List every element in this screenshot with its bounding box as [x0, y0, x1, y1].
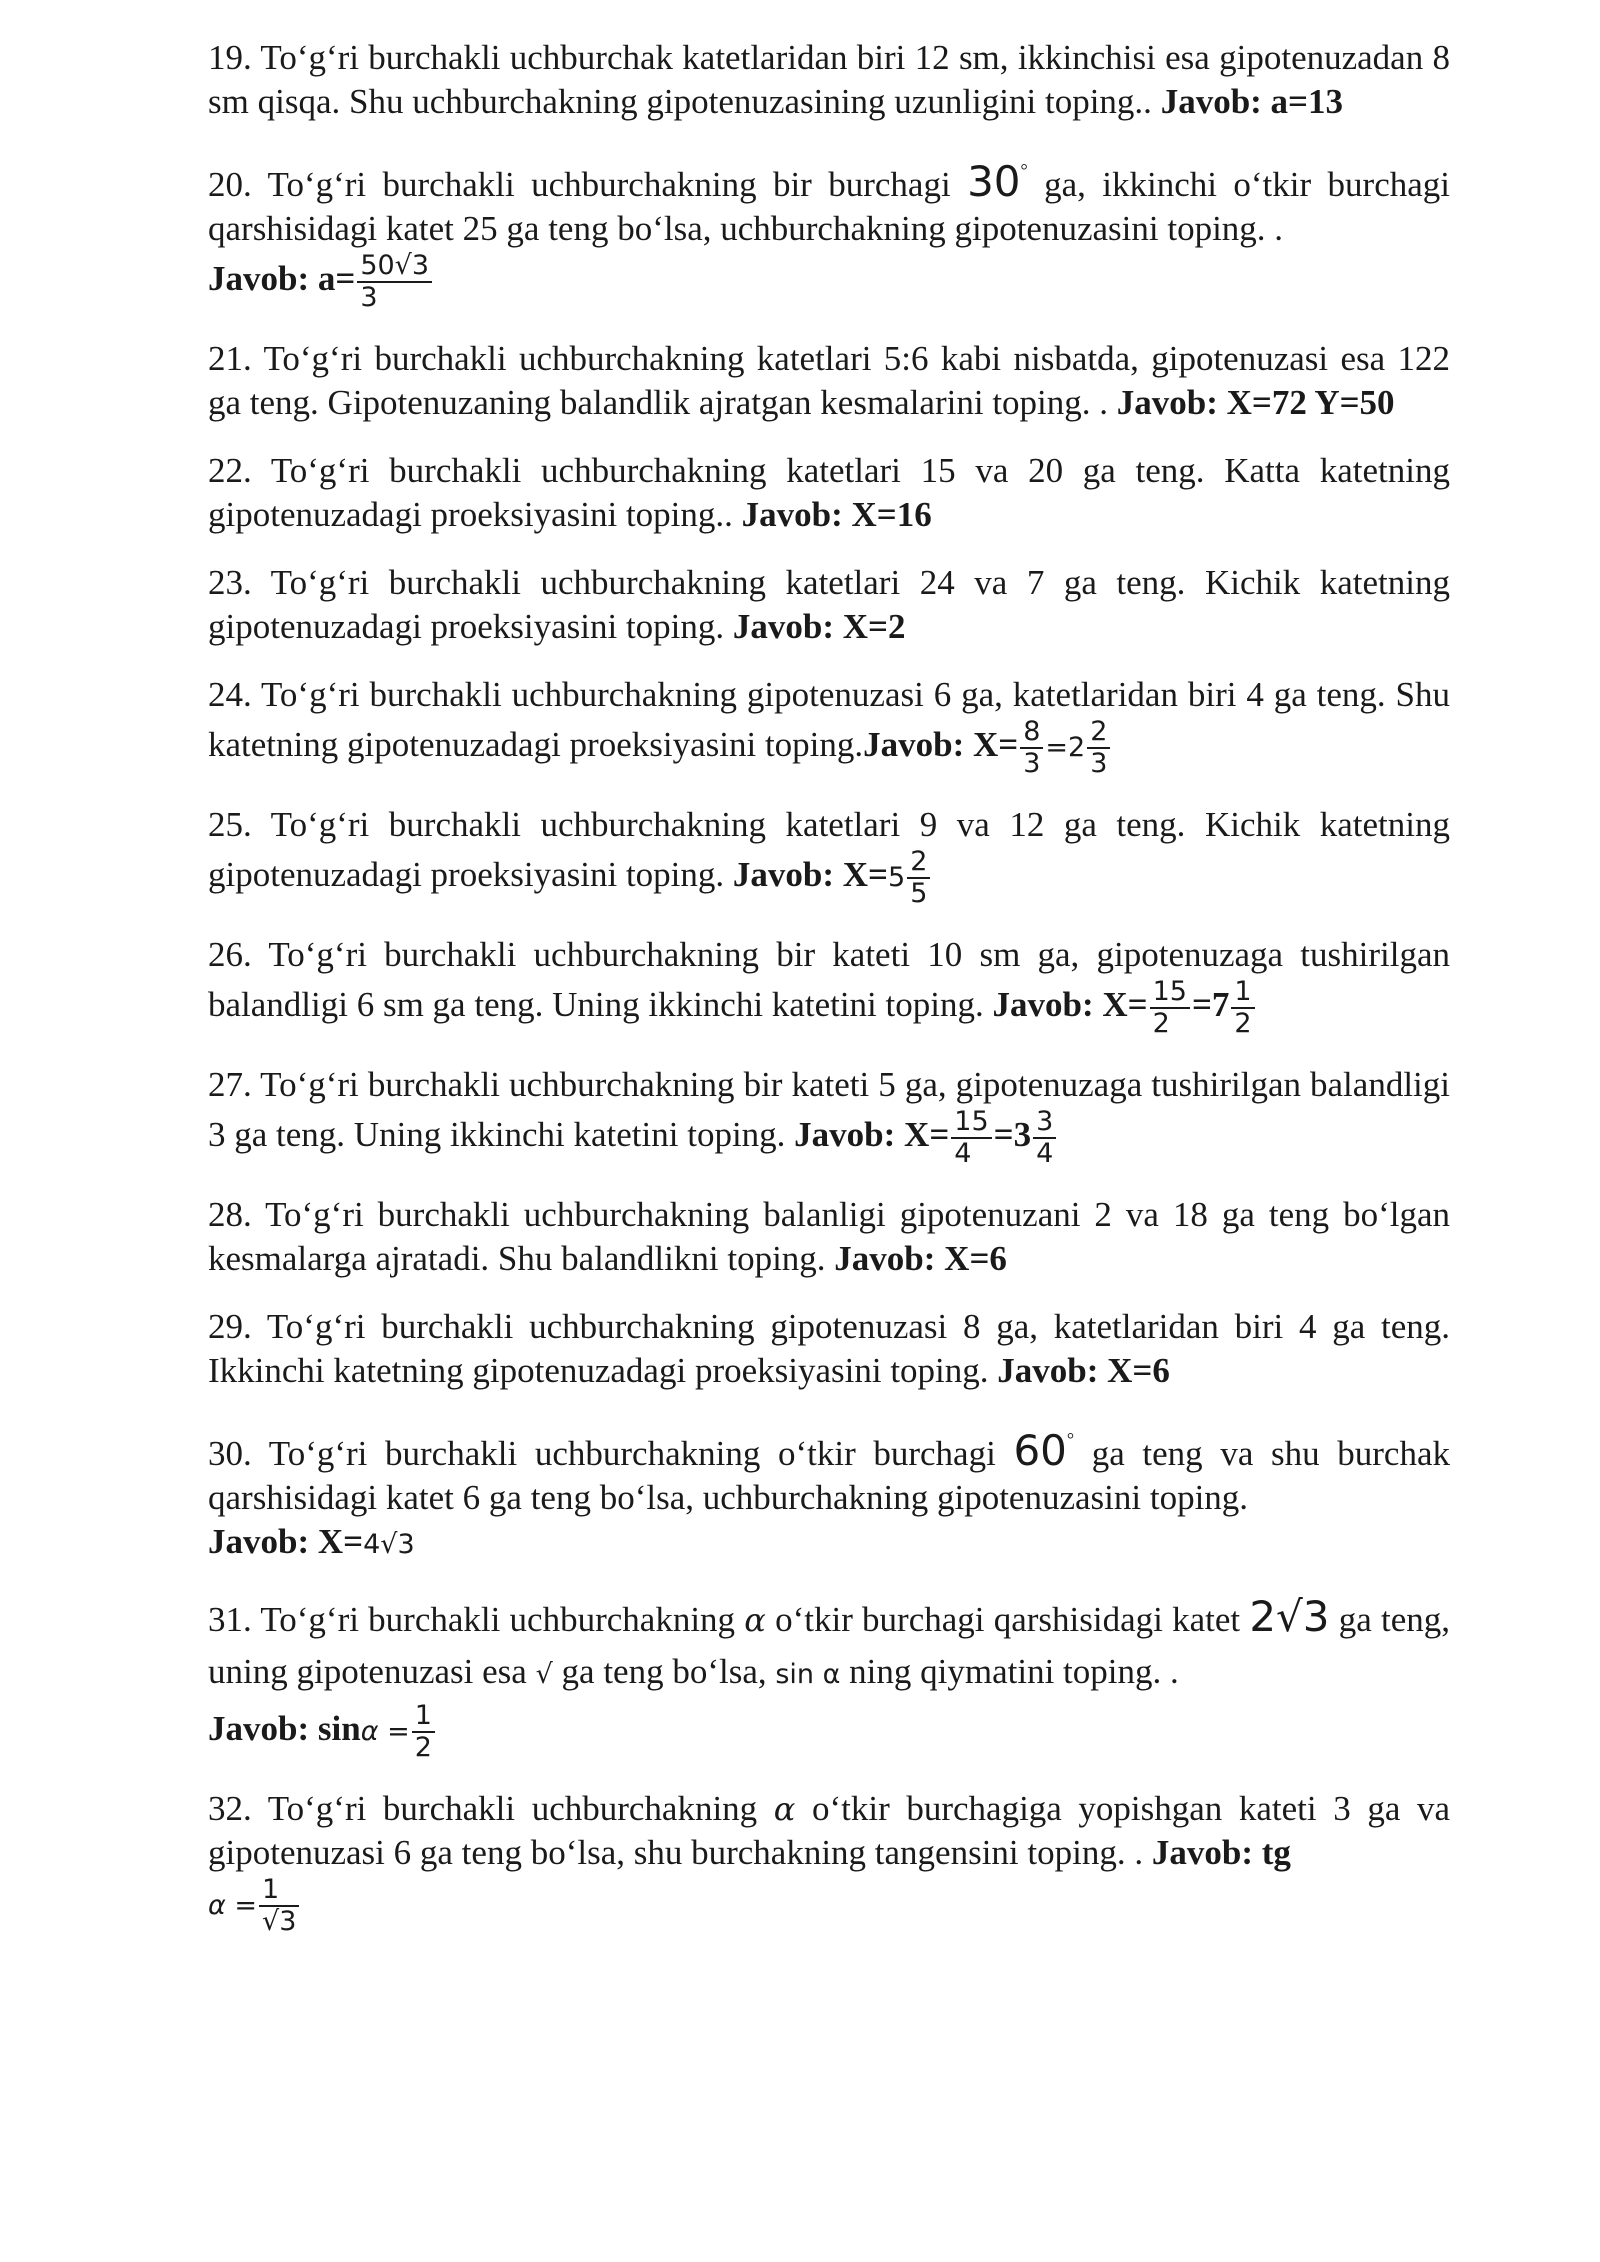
alpha-symbol: α [744, 1601, 766, 1639]
fraction-numerator: 3 [1033, 1107, 1056, 1139]
fraction-denominator: 3 [1023, 748, 1041, 779]
problem-25 [208, 803, 1450, 909]
degree-symbol: ° [1020, 160, 1028, 180]
problem-text: 24. To‘g‘ri burchakli uchburchakning gipotenuzasi 6 ga, katetlaridan biri 4 ga teng. Shu katetning gipotenuzadagi proeksiyasini toping. [208, 675, 1450, 765]
fraction-numerator: 8 [1020, 717, 1043, 749]
problem-27 [208, 1063, 1450, 1169]
answer-fraction [951, 1107, 991, 1169]
problem-text: 29. To‘g‘ri burchakli uchburchakning gipotenuzasi 8 ga, katetlaridan biri 4 ga teng. Ikkinchi katetning gipotenuzadagi proeksiyasini toping. [208, 1307, 1450, 1390]
answer-fraction [1087, 717, 1110, 779]
problem-22 [208, 449, 1450, 537]
answer-alpha: α = [360, 1716, 410, 1748]
problem-text: 30. To‘g‘ri burchakli uchburchakning o‘tkir burchagi [208, 1434, 1014, 1473]
problem-29 [208, 1305, 1450, 1393]
problem-21 [208, 337, 1450, 425]
fraction-denominator: 3 [360, 282, 378, 313]
answer-label: Javob: X= [208, 1522, 364, 1561]
answer-fraction [1150, 977, 1190, 1039]
answer-whole: 5 [888, 862, 906, 894]
answer-label: Javob: a= [208, 259, 356, 299]
degree-symbol: ° [1066, 1429, 1075, 1449]
fraction-numerator: 2 [1087, 717, 1110, 749]
problem-text: 21. To‘g‘ri burchakli uchburchakning katetlari 5:6 kabi nisbatda, gipotenuzasi esa 122 ga teng. Gipotenuzaning balandlik ajratgan kesmalarini toping. . [208, 339, 1450, 422]
alpha-symbol: α [773, 1790, 796, 1828]
answer: Javob: X=2 [732, 607, 906, 646]
fraction-denominator: 4 [1036, 1138, 1054, 1169]
angle-value: 60 [1013, 1426, 1067, 1475]
problem-text: 25. To‘g‘ri burchakli uchburchakning katetlari 9 va 12 ga teng. Kichik katetning gipotenuzadagi proeksiyasini toping. [208, 805, 1450, 895]
problem-text: ga teng bo‘lsa, [552, 1652, 776, 1691]
answer: Javob: X=16 [741, 495, 932, 534]
problem-text: ga teng va shu burchak qarshisidagi katet 6 ga teng bo‘lsa, uchburchakning gipotenuzasini toping. [208, 1434, 1450, 1517]
fraction-denominator: 3 [1090, 748, 1108, 779]
fraction-numerator: 15 [1150, 977, 1190, 1009]
problem-19 [208, 36, 1450, 124]
answer-label: Javob: tg [1151, 1833, 1291, 1872]
problem-23 [208, 561, 1450, 649]
answer: Javob: X=6 [834, 1239, 1007, 1278]
problem-text: 20. To‘g‘ri burchakli uchburchakning bir burchagi [208, 165, 968, 204]
fraction-denominator: 2 [1234, 1008, 1252, 1039]
fraction-numerator: 2 [907, 847, 930, 879]
problem-text: ga, ikkinchi o‘tkir burchagi qarshisidagi katet 25 ga teng bo‘lsa, uchburchakning gipotenuzasini toping. . [208, 165, 1450, 248]
answer-math: 4√3 [363, 1529, 415, 1560]
problem-text: 23. To‘g‘ri burchakli uchburchakning katetlari 24 va 7 ga teng. Kichik katetning gipotenuzadagi proeksiyasini toping. [208, 563, 1450, 646]
fraction-denominator: 2 [414, 1732, 432, 1763]
fraction-numerator: 1 [259, 1875, 299, 1907]
fraction-numerator: 1 [412, 1701, 435, 1733]
answer-mid: =2 [1045, 732, 1086, 764]
answer-label: Javob: X= [992, 985, 1148, 1025]
fraction-numerator: 50√3 [357, 251, 432, 283]
problem-text: 32. To‘g‘ri burchakli uchburchakning [208, 1789, 774, 1828]
answer-mid: =3 [993, 1115, 1032, 1155]
answer-fraction [357, 251, 432, 313]
problem-text: o‘tkir burchagiga yopishgan kateti 3 ga va gipotenuzasi 6 ga teng bo‘lsa, shu burchakning tangensini toping. . [208, 1789, 1450, 1872]
problem-text: 19. To‘g‘ri burchakli uchburchak katetlaridan biri 12 sm, ikkinchisi esa gipotenuzadan 8 sm qisqa. Shu uchburchakning gipotenuzasining uzunligini toping.. [208, 38, 1450, 121]
problem-text: 27. To‘g‘ri burchakli uchburchakning bir kateti 5 ga, gipotenuzaga tushirilgan balandligi 3 ga teng. Uning ikkinchi katetini toping. [208, 1065, 1450, 1155]
fraction-denominator: 5 [910, 878, 928, 909]
answer-label: Javob: X= [794, 1115, 950, 1155]
answer-fraction [412, 1701, 435, 1763]
problem-20 [208, 148, 1450, 313]
problem-text: 26. To‘g‘ri burchakli uchburchakning bir kateti 10 sm ga, gipotenuzaga tushirilgan balandligi 6 sm ga teng. Uning ikkinchi katetini toping. [208, 935, 1450, 1025]
problem-text: 22. To‘g‘ri burchakli uchburchakning katetlari 15 va 20 ga teng. Katta katetning gipotenuzadagi proeksiyasini toping.. [208, 451, 1450, 534]
fraction-numerator: 15 [951, 1107, 991, 1139]
answer-alpha: α = [208, 1890, 258, 1922]
answer-fraction [907, 847, 930, 909]
problem-text: o‘tkir burchagi qarshisidagi katet [765, 1600, 1250, 1639]
problem-text: ning qiymatini toping. . [840, 1652, 1179, 1691]
sqrt-symbol: √ [535, 1659, 553, 1690]
answer-fraction [1231, 977, 1254, 1039]
answer-mid: =7 [1191, 985, 1230, 1025]
answer-fraction [1020, 717, 1043, 779]
problem-text: ga teng, uning gipotenuzasi esa [208, 1600, 1451, 1691]
document-page [208, 36, 1450, 1961]
fraction-numerator: 1 [1231, 977, 1254, 1009]
problem-text: 31. To‘g‘ri burchakli uchburchakning [208, 1600, 745, 1639]
answer: Javob: a=13 [1160, 82, 1344, 121]
answer-fraction [1033, 1107, 1056, 1169]
sin-expression: sin α [775, 1659, 841, 1690]
problem-28 [208, 1193, 1450, 1281]
problem-24 [208, 673, 1450, 779]
answer-label: Javob: X= [732, 855, 888, 895]
answer-label: Javob: sin [208, 1709, 361, 1749]
fraction-denominator: √3 [262, 1906, 297, 1937]
answer-fraction [259, 1875, 299, 1937]
answer: Javob: X=6 [997, 1351, 1170, 1390]
problem-31 [208, 1591, 1450, 1763]
fraction-denominator: 2 [1152, 1008, 1170, 1039]
answer: Javob: X=72 Y=50 [1116, 383, 1395, 422]
problem-30 [208, 1417, 1450, 1567]
problem-32 [208, 1787, 1450, 1937]
fraction-denominator: 4 [954, 1138, 972, 1169]
problem-26 [208, 933, 1450, 1039]
angle-value: 30 [967, 157, 1021, 206]
answer-label: Javob: X= [863, 725, 1019, 765]
problem-text: 28. To‘g‘ri burchakli uchburchakning balanligi gipotenuzani 2 va 18 ga teng bo‘lgan kesmalarga ajratadi. Shu balandlikni toping. [208, 1195, 1450, 1278]
katet-value: 2√3 [1249, 1592, 1330, 1641]
